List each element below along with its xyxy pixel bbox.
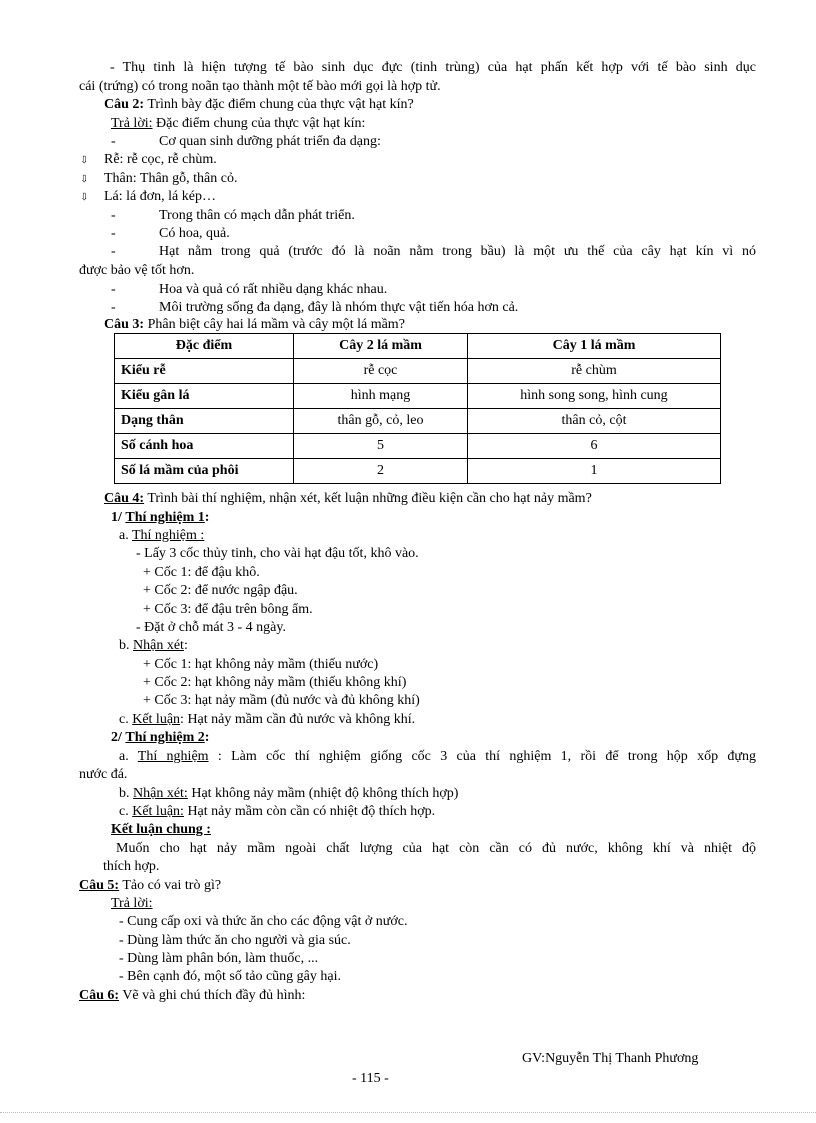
table-row (115, 434, 721, 459)
question-2 (104, 96, 414, 114)
question-3-label: Câu 3: (104, 317, 145, 332)
table-cell: 2 (294, 459, 468, 484)
question-3 (104, 316, 405, 334)
exp1-a-line: + Cốc 3: để đậu trên bông ẩm. (143, 602, 313, 617)
exp2-b-line: b. Nhận xét: Hạt không nảy mầm (nhiệt độ không thích hợp) (119, 786, 459, 801)
table-row (115, 359, 721, 384)
table-cell: hình song song, hình cung (468, 384, 721, 409)
table-cell: hình mạng (294, 384, 468, 409)
teacher-name: GV:Nguyễn Thị Thanh Phương (522, 1051, 699, 1066)
footer-divider (0, 1112, 816, 1113)
table-header-cell: Cây 1 lá mầm (468, 334, 721, 359)
q5-item: - Cung cấp oxi và thức ăn cho các động vật ở nước. (119, 914, 408, 929)
question-5-text: Tảo có vai trò gì? (122, 878, 222, 893)
exp1-b-line: + Cốc 2: hạt không nảy mầm (thiếu không khí) (143, 675, 407, 690)
exp2-a-cont: nước đá. (79, 767, 128, 782)
q5-answer-label: Trả lời: (111, 896, 153, 911)
exp2-heading: 2/ Thí nghiệm 2: (111, 730, 210, 745)
q5-item: - Dùng làm phân bón, làm thuốc, ... (119, 951, 319, 966)
question-6-label: Câu 6: (79, 988, 120, 1003)
q2-point-3: - Có hoa, quả. (111, 226, 230, 241)
table-row (115, 384, 721, 409)
q2-point-5: - Hoa và quả có rất nhiều dạng khác nhau. (111, 282, 388, 297)
exp2-c-line: c. Kết luận: Hạt nảy mầm còn cần có nhiệt độ thích hợp. (119, 804, 436, 819)
general-conclusion-line-2: thích hợp. (103, 859, 160, 874)
question-6-text: Vẽ và ghi chú thích đầy đủ hình: (122, 988, 306, 1003)
q2-arrow-item: ⇩ Lá: lá đơn, lá kép… (80, 188, 216, 207)
arrow-down-icon: ⇩ (80, 192, 89, 203)
table-row (115, 459, 721, 484)
general-conclusion-label: Kết luận chung : (111, 822, 211, 837)
exp1-a-line: + Cốc 1: để đậu khô. (143, 565, 260, 580)
exp1-a-line: - Lấy 3 cốc thủy tinh, cho vài hạt đậu tốt, khô vào. (136, 546, 419, 561)
q2-answer-intro: Đặc điểm chung của thực vật hạt kín: (156, 116, 366, 131)
question-2-label: Câu 2: (104, 97, 145, 112)
table-cell: Số lá mầm của phôi (115, 459, 294, 484)
comparison-table (114, 333, 721, 484)
question-5 (79, 877, 221, 895)
question-6 (79, 987, 305, 1005)
intro-line-1: - Thụ tinh là hiện tượng tế bào sinh dục đực (tinh trùng) của hạt phấn kết hợp với tế bào sinh dục (110, 60, 756, 75)
exp1-b-line: + Cốc 3: hạt nảy mầm (đủ nước và đủ không khí) (143, 693, 420, 708)
exp1-b-heading: b. Nhận xét: (119, 638, 188, 653)
exp1-b-line: + Cốc 1: hạt không nảy mầm (thiếu nước) (143, 657, 379, 672)
table-cell: rễ chùm (468, 359, 721, 384)
q2-point-6: - Môi trường sống đa dạng, đây là nhóm thực vật tiến hóa hơn cả. (111, 300, 519, 315)
q5-item: - Dùng làm thức ăn cho người và gia súc. (119, 933, 351, 948)
question-2-text: Trình bày đặc điểm chung của thực vật hạt kín? (147, 97, 414, 112)
exp1-a-line: - Đặt ở chỗ mát 3 - 4 ngày. (136, 620, 286, 635)
arrow-down-icon: ⇩ (80, 174, 89, 185)
exp1-a-line: + Cốc 2: để nước ngập đậu. (143, 583, 298, 598)
intro-line-2: cái (trứng) có trong noãn tạo thành một tế bào mới gọi là hợp tử. (79, 79, 441, 94)
table-cell: Dạng thân (115, 409, 294, 434)
question-5-label: Câu 5: (79, 878, 120, 893)
table-header-row (115, 334, 721, 359)
table-row (115, 409, 721, 434)
q2-arrow-item: ⇩ Thân: Thân gỗ, thân cỏ. (80, 170, 238, 189)
exp1-c-line: c. Kết luận: Hạt nảy mầm cần đủ nước và không khí. (119, 712, 416, 727)
table-cell: 1 (468, 459, 721, 484)
q2-answer (111, 115, 365, 133)
table-header-cell: Cây 2 lá mầm (294, 334, 468, 359)
general-conclusion-line-1: Muốn cho hạt nảy mầm ngoài chất lượng của hạt còn cần có đủ nước, không khí và nhiệt độ (116, 841, 756, 856)
q2-point-4-cont: được bảo vệ tốt hơn. (79, 263, 195, 278)
page-number: - 115 - (352, 1071, 389, 1086)
exp1-heading: 1/ Thí nghiệm 1: (111, 510, 210, 525)
q2-point-1: - Cơ quan sinh dưỡng phát triển đa dạng: (111, 134, 381, 149)
question-4 (104, 490, 592, 508)
exp1-a-heading: a. Thí nghiệm : (119, 528, 205, 543)
q2-point-4: - Hạt nằm trong quả (trước đó là noãn nằm trong bầu) là một ưu thế của cây hạt kín vì nó (111, 244, 756, 259)
table-cell: rễ cọc (294, 359, 468, 384)
table-cell: 5 (294, 434, 468, 459)
table-cell: thân gỗ, cỏ, leo (294, 409, 468, 434)
table-cell: 6 (468, 434, 721, 459)
question-3-text: Phân biệt cây hai lá mầm và cây một lá mầm? (147, 317, 405, 332)
arrow-down-icon: ⇩ (80, 155, 89, 166)
exp2-a-line: a. Thí nghiệm : Làm cốc thí nghiệm giống cốc 3 của thí nghiệm 1, rồi để trong hộp xốp đựng (119, 749, 757, 764)
q5-item: - Bên cạnh đó, một số tảo cũng gây hại. (119, 969, 342, 984)
table-cell: thân cỏ, cột (468, 409, 721, 434)
q2-point-2: - Trong thân có mạch dẫn phát triển. (111, 208, 355, 223)
table-header-cell: Đặc điểm (115, 334, 294, 359)
table-cell: Kiểu gân lá (115, 384, 294, 409)
q2-answer-label: Trả lời: (111, 116, 153, 131)
question-4-label: Câu 4: (104, 491, 145, 506)
table-cell: Kiểu rễ (115, 359, 294, 384)
question-4-text: Trình bài thí nghiệm, nhận xét, kết luận những điều kiện cần cho hạt nảy mầm? (147, 491, 592, 506)
table-cell: Số cánh hoa (115, 434, 294, 459)
q2-arrow-item: ⇩ Rễ: rễ cọc, rễ chùm. (80, 151, 217, 170)
